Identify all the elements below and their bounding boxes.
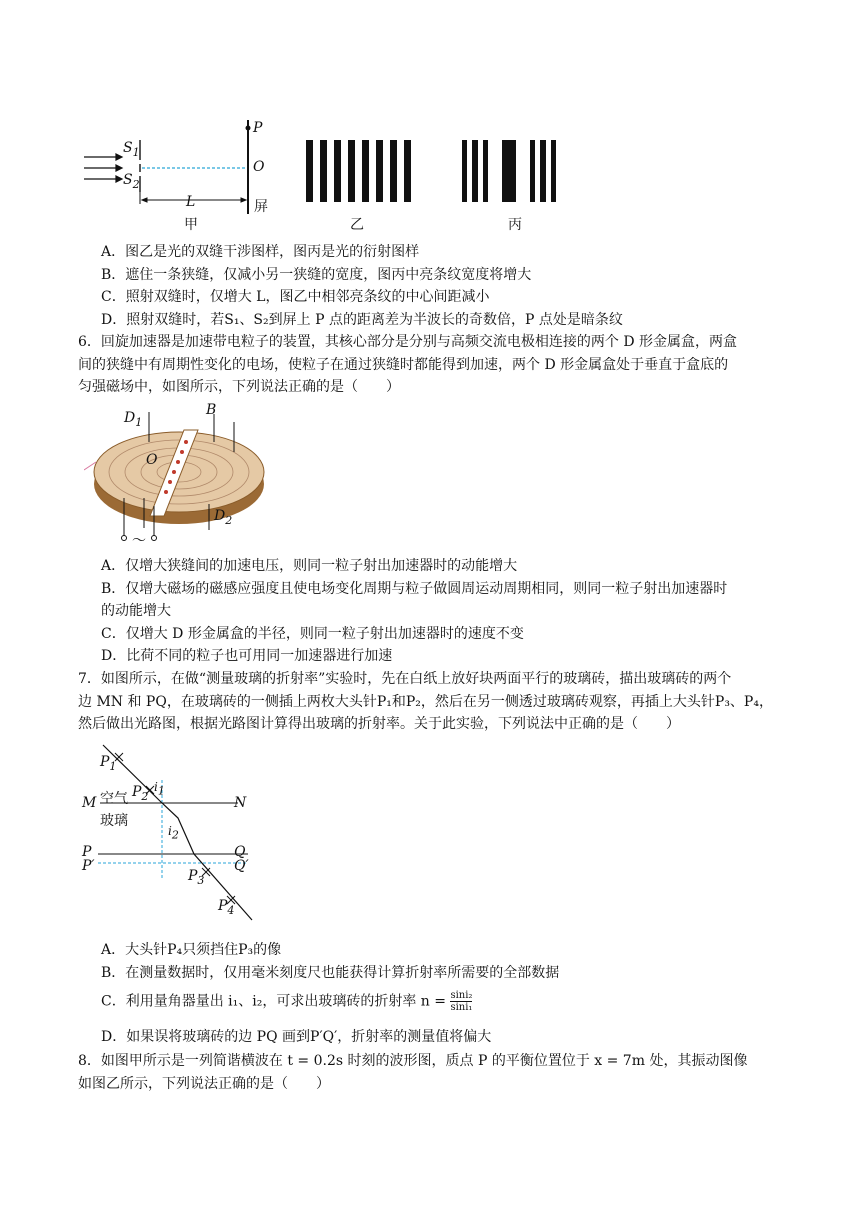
q8-stem-line-2: 如图乙所示，下列说法正确的是（ ） <box>78 1076 330 1092</box>
cyclotron-figure <box>84 402 274 552</box>
label-m: M <box>82 795 97 811</box>
label-glass: 玻璃 <box>100 813 128 829</box>
label-p: P <box>253 120 263 136</box>
q7-option-d: D．如果误将玻璃砖的边 PQ 画到P′Q′，折射率的测量值将偏大 <box>101 1029 492 1045</box>
label-p4: $P_4$ <box>218 898 235 917</box>
double-slit-figure <box>76 112 576 236</box>
label-ac-symbol: ～ <box>132 533 146 549</box>
label-p-prime: P′ <box>82 858 95 874</box>
label-p-edge: P <box>82 844 92 860</box>
label-p3: $P_3$ <box>188 868 205 887</box>
q7-option-c-text: C．利用量角器量出 i₁、i₂，可求出玻璃砖的折射率 n = <box>101 993 451 1010</box>
fraction <box>450 990 472 1013</box>
label-q-edge: Q <box>234 844 246 860</box>
label-i1: $i_1$ <box>154 780 165 798</box>
refraction-figure <box>78 740 268 930</box>
label-q-prime: Q′ <box>234 858 249 874</box>
caption-yi: 乙 <box>350 217 364 233</box>
q6-stem-line-1: 6．回旋加速器是加速带电粒子的装置，其核心部分是分别与高频交流电极相连接的两个 D 形金属盒，两盒 <box>78 334 738 350</box>
q6-option-c: C．仅增大 D 形金属盒的半径，则同一粒子射出加速器时的速度不变 <box>101 626 524 642</box>
point-p-dot <box>246 126 251 131</box>
label-screen: 屏 <box>254 199 268 215</box>
double-slit-diagram <box>76 112 576 236</box>
label-n: N <box>234 795 247 811</box>
label-o: O <box>253 159 265 175</box>
q7-option-b: B．在测量数据时，仅用毫米刻度尺也能获得计算折射率所需要的全部数据 <box>101 965 560 981</box>
q7-stem-line-2: 边 MN 和 PQ，在玻璃砖的一侧插上两枚大头针P₁和P₂，然后在另一侧透过玻璃砖观察，再插上大头针P₃、P₄， <box>78 694 773 710</box>
label-s1: $S_1$ <box>123 140 140 159</box>
q5-option-b: B．遮住一条狭缝，仅减小另一狭缝的宽度，图丙中亮条纹宽度将增大 <box>101 267 532 283</box>
label-s2: $S_2$ <box>123 172 140 191</box>
q6-option-b-line-2: 的动能增大 <box>101 603 171 619</box>
label-d1: $D_1$ <box>124 410 143 429</box>
label-air: 空气 <box>100 791 128 807</box>
label-i2: $i_2$ <box>168 824 179 842</box>
q6-option-b-line-1: B．仅增大磁场的磁感应强度且使电场变化周期与粒子做圆周运动周期相同，则同一粒子射出加速器时 <box>101 581 728 597</box>
q7-stem-line-1: 7．如图所示，在做“测量玻璃的折射率”实验时，先在白纸上放好块两面平行的玻璃砖，描出玻璃砖的两个 <box>78 671 732 687</box>
q7-option-c <box>101 990 472 1013</box>
fraction-denominator: sini₁ <box>450 1002 473 1013</box>
label-d2: $D_2$ <box>214 508 233 527</box>
q6-stem-line-3: 匀强磁场中，如图所示，下列说法正确的是（ ） <box>78 379 400 395</box>
q5-option-a: A．图乙是光的双缝干涉图样，图丙是光的衍射图样 <box>101 244 420 260</box>
q5-option-d: D．照射双缝时，若S₁、S₂到屏上 P 点的距离差为半波长的奇数倍，P 点处是暗条纹 <box>101 312 623 328</box>
q6-option-d: D．比荷不同的粒子也可用同一加速器进行加速 <box>101 648 393 664</box>
q7-option-a: A．大头针P₄只须挡住P₃的像 <box>101 942 282 958</box>
label-p1: $P_1$ <box>100 754 117 773</box>
label-o-center: O <box>146 452 158 468</box>
label-p2: $P_2$ <box>132 784 149 803</box>
label-l: L <box>186 194 196 210</box>
fraction-numerator: sini₂ <box>450 990 473 1001</box>
interference-pattern <box>306 140 411 202</box>
q8-stem-line-1: 8．如图甲所示是一列简谐横波在 t = 0.2s 时刻的波形图，质点 P 的平衡位置位于 x = 7m 处，其振动图像 <box>78 1053 748 1069</box>
label-b: B <box>206 402 217 418</box>
diffraction-pattern <box>462 140 556 202</box>
cyclotron-diagram <box>84 402 274 552</box>
q6-option-a: A．仅增大狭缝间的加速电压，则同一粒子射出加速器时的动能增大 <box>101 558 518 574</box>
caption-jia: 甲 <box>184 217 198 233</box>
q6-stem-line-2: 间的狭缝中有周期性变化的电场，使粒子在通过狭缝时都能得到加速，两个 D 形金属盒处于垂直于盒底的 <box>78 357 729 373</box>
caption-bing: 丙 <box>508 217 522 233</box>
q5-option-c: C．照射双缝时，仅增大 L，图乙中相邻亮条纹的中心间距减小 <box>101 289 490 305</box>
q7-stem-line-3: 然后做出光路图，根据光路图计算得出玻璃的折射率。关于此实验，下列说法中正确的是（ ） <box>78 716 680 732</box>
incident-light-arrows <box>84 154 122 182</box>
